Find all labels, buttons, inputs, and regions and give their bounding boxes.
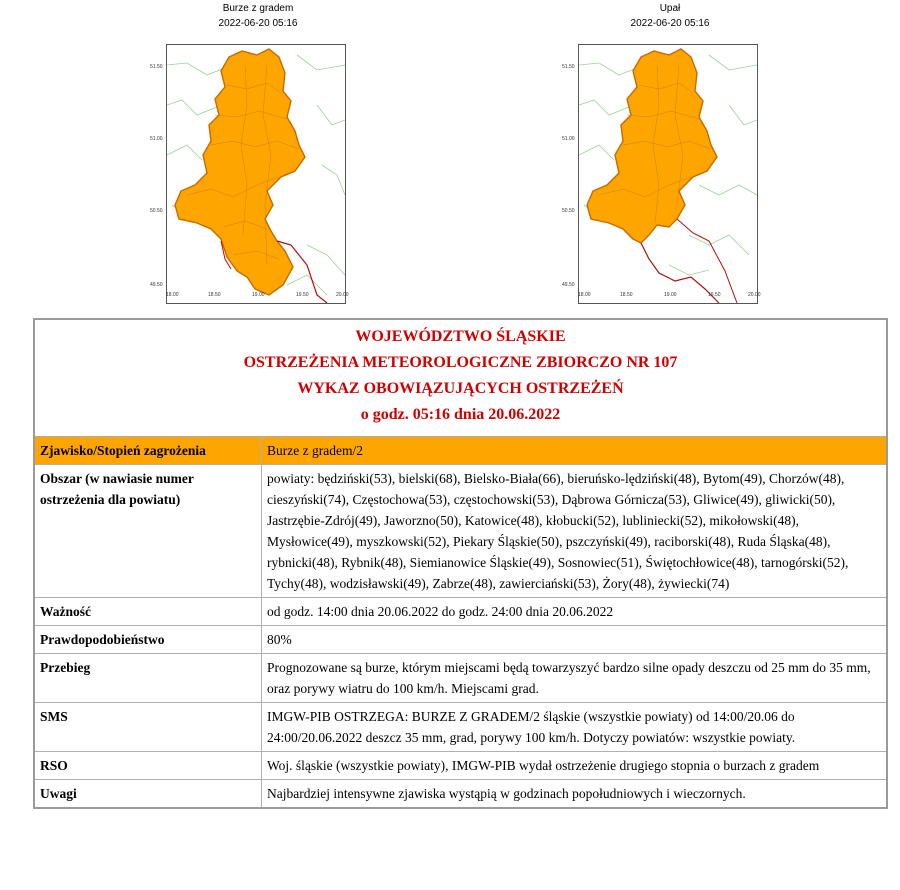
y-tick: 50.50 — [150, 208, 163, 214]
bulletin-title: OSTRZEŻENIA METEOROLOGICZNE ZBIORCZO NR 107 — [243, 354, 678, 371]
row-value: od godz. 14:00 dnia 20.06.2022 do godz. 24:00 dnia 20.06.2022 — [262, 598, 888, 626]
x-tick: 18.50 — [208, 292, 221, 298]
warning-maps — [0, 0, 900, 318]
x-tick: 18.00 — [166, 292, 179, 298]
voivodeship-title: WOJEWÓDZTWO ŚLĄSKIE — [355, 328, 566, 345]
x-tick: 18.00 — [578, 292, 591, 298]
row-value: Prognozowane są burze, którym miejscami będą towarzyszyć bardzo silne opady deszczu od 25 mm do 35 mm, oraz porywy wiatru do 100 km/h. Miejscami grad. — [262, 654, 888, 703]
x-axis-ticks — [166, 292, 349, 300]
map-frame — [166, 44, 346, 304]
table-header-row — [34, 319, 887, 437]
issue-time: o godz. 05:16 dnia 20.06.2022 — [360, 406, 561, 423]
row-value: Woj. śląskie (wszystkie powiaty), IMGW-PIB wydał ostrzeżenie drugiego stopnia o burzach z gradem — [262, 752, 888, 780]
table-row — [34, 703, 887, 752]
map-title: Upał — [659, 3, 681, 14]
row-label: Przebieg — [34, 654, 262, 703]
x-tick: 19.50 — [296, 292, 309, 298]
row-label: RSO — [34, 752, 262, 780]
row-value: Burze z gradem/2 — [262, 437, 888, 465]
x-axis-ticks — [578, 292, 761, 300]
row-value: 80% — [262, 626, 888, 654]
table-row — [34, 752, 887, 780]
row-label: Obszar (w nawiasie numer ostrzeżenia dla powiatu) — [34, 465, 262, 598]
row-label: Zjawisko/Stopień zagrożenia — [34, 437, 262, 465]
region-fill — [175, 49, 305, 295]
y-tick: 51.50 — [150, 64, 163, 70]
row-label: SMS — [34, 703, 262, 752]
map-timestamp: 2022-06-20 05:16 — [218, 18, 298, 29]
row-value: powiaty: będziński(53), bielski(68), Bielsko-Biała(66), bieruńsko-lędziński(48), Bytom(49), Chorzów(48), cieszyński(74), Częstochowa(53), częstochowski(53), Dąbrowa Górnicza(53), Gliwice(49), gliwicki(50), Jastrzębie-Zdrój(49), Jaworzno(50), Katowice(48), kłobucki(52), lubliniecki(52), mikołowski(48), Mysłowice(49), myszkowski(52), Piekary Śląskie(50), pszczyński(49), raciborski(48), Ruda Śląska(48), rybnicki(48), Rybnik(48), Siemianowice Śląskie(49), Sosnowiec(51), Świętochłowice(48), tarnogórski(52), Tychy(48), wodzisławski(49), Zabrze(48), zawierciański(53), Żory(48), żywiecki(74) — [262, 465, 888, 598]
table-row — [34, 626, 887, 654]
y-tick: 49.50 — [150, 282, 163, 288]
row-value: IMGW-PIB OSTRZEGA: BURZE Z GRADEM/2 śląskie (wszystkie powiaty) od 14:00/20.06 do 24:00/20.06.2022 deszcz 35 mm, grad, porywy 100 km/h. Dotyczy powiatów: wszystkie powiaty. — [262, 703, 888, 752]
y-tick: 49.50 — [562, 282, 575, 288]
map-frame — [578, 44, 758, 304]
list-title: WYKAZ OBOWIĄZUJĄCYCH OSTRZEŻEŃ — [297, 380, 624, 397]
x-tick: 19.50 — [708, 292, 721, 298]
y-tick: 50.50 — [562, 208, 575, 214]
x-tick: 18.50 — [620, 292, 633, 298]
table-row — [34, 437, 887, 465]
y-tick: 51.00 — [150, 136, 163, 142]
row-value: Najbardziej intensywne zjawiska wystąpią w godzinach popołudniowych i wieczornych. — [262, 780, 888, 809]
region-fill — [587, 49, 717, 243]
x-tick: 20.00 — [336, 292, 349, 298]
x-tick: 19.00 — [252, 292, 265, 298]
voivodeship-map — [167, 45, 345, 303]
x-tick: 19.00 — [664, 292, 677, 298]
row-label: Uwagi — [34, 780, 262, 809]
table-row — [34, 598, 887, 626]
table-row — [34, 654, 887, 703]
table-row — [34, 780, 887, 809]
map-timestamp: 2022-06-20 05:16 — [630, 18, 710, 29]
storm-hail-map — [148, 0, 368, 304]
warning-table — [33, 318, 888, 809]
report-header — [34, 319, 887, 437]
y-tick: 51.00 — [562, 136, 575, 142]
table-row — [34, 465, 887, 598]
map-title: Burze z gradem — [222, 3, 294, 14]
heat-map — [560, 0, 780, 304]
voivodeship-map — [579, 45, 757, 303]
row-label: Prawdopodobieństwo — [34, 626, 262, 654]
row-label: Ważność — [34, 598, 262, 626]
y-tick: 51.50 — [562, 64, 575, 70]
x-tick: 20.00 — [748, 292, 761, 298]
